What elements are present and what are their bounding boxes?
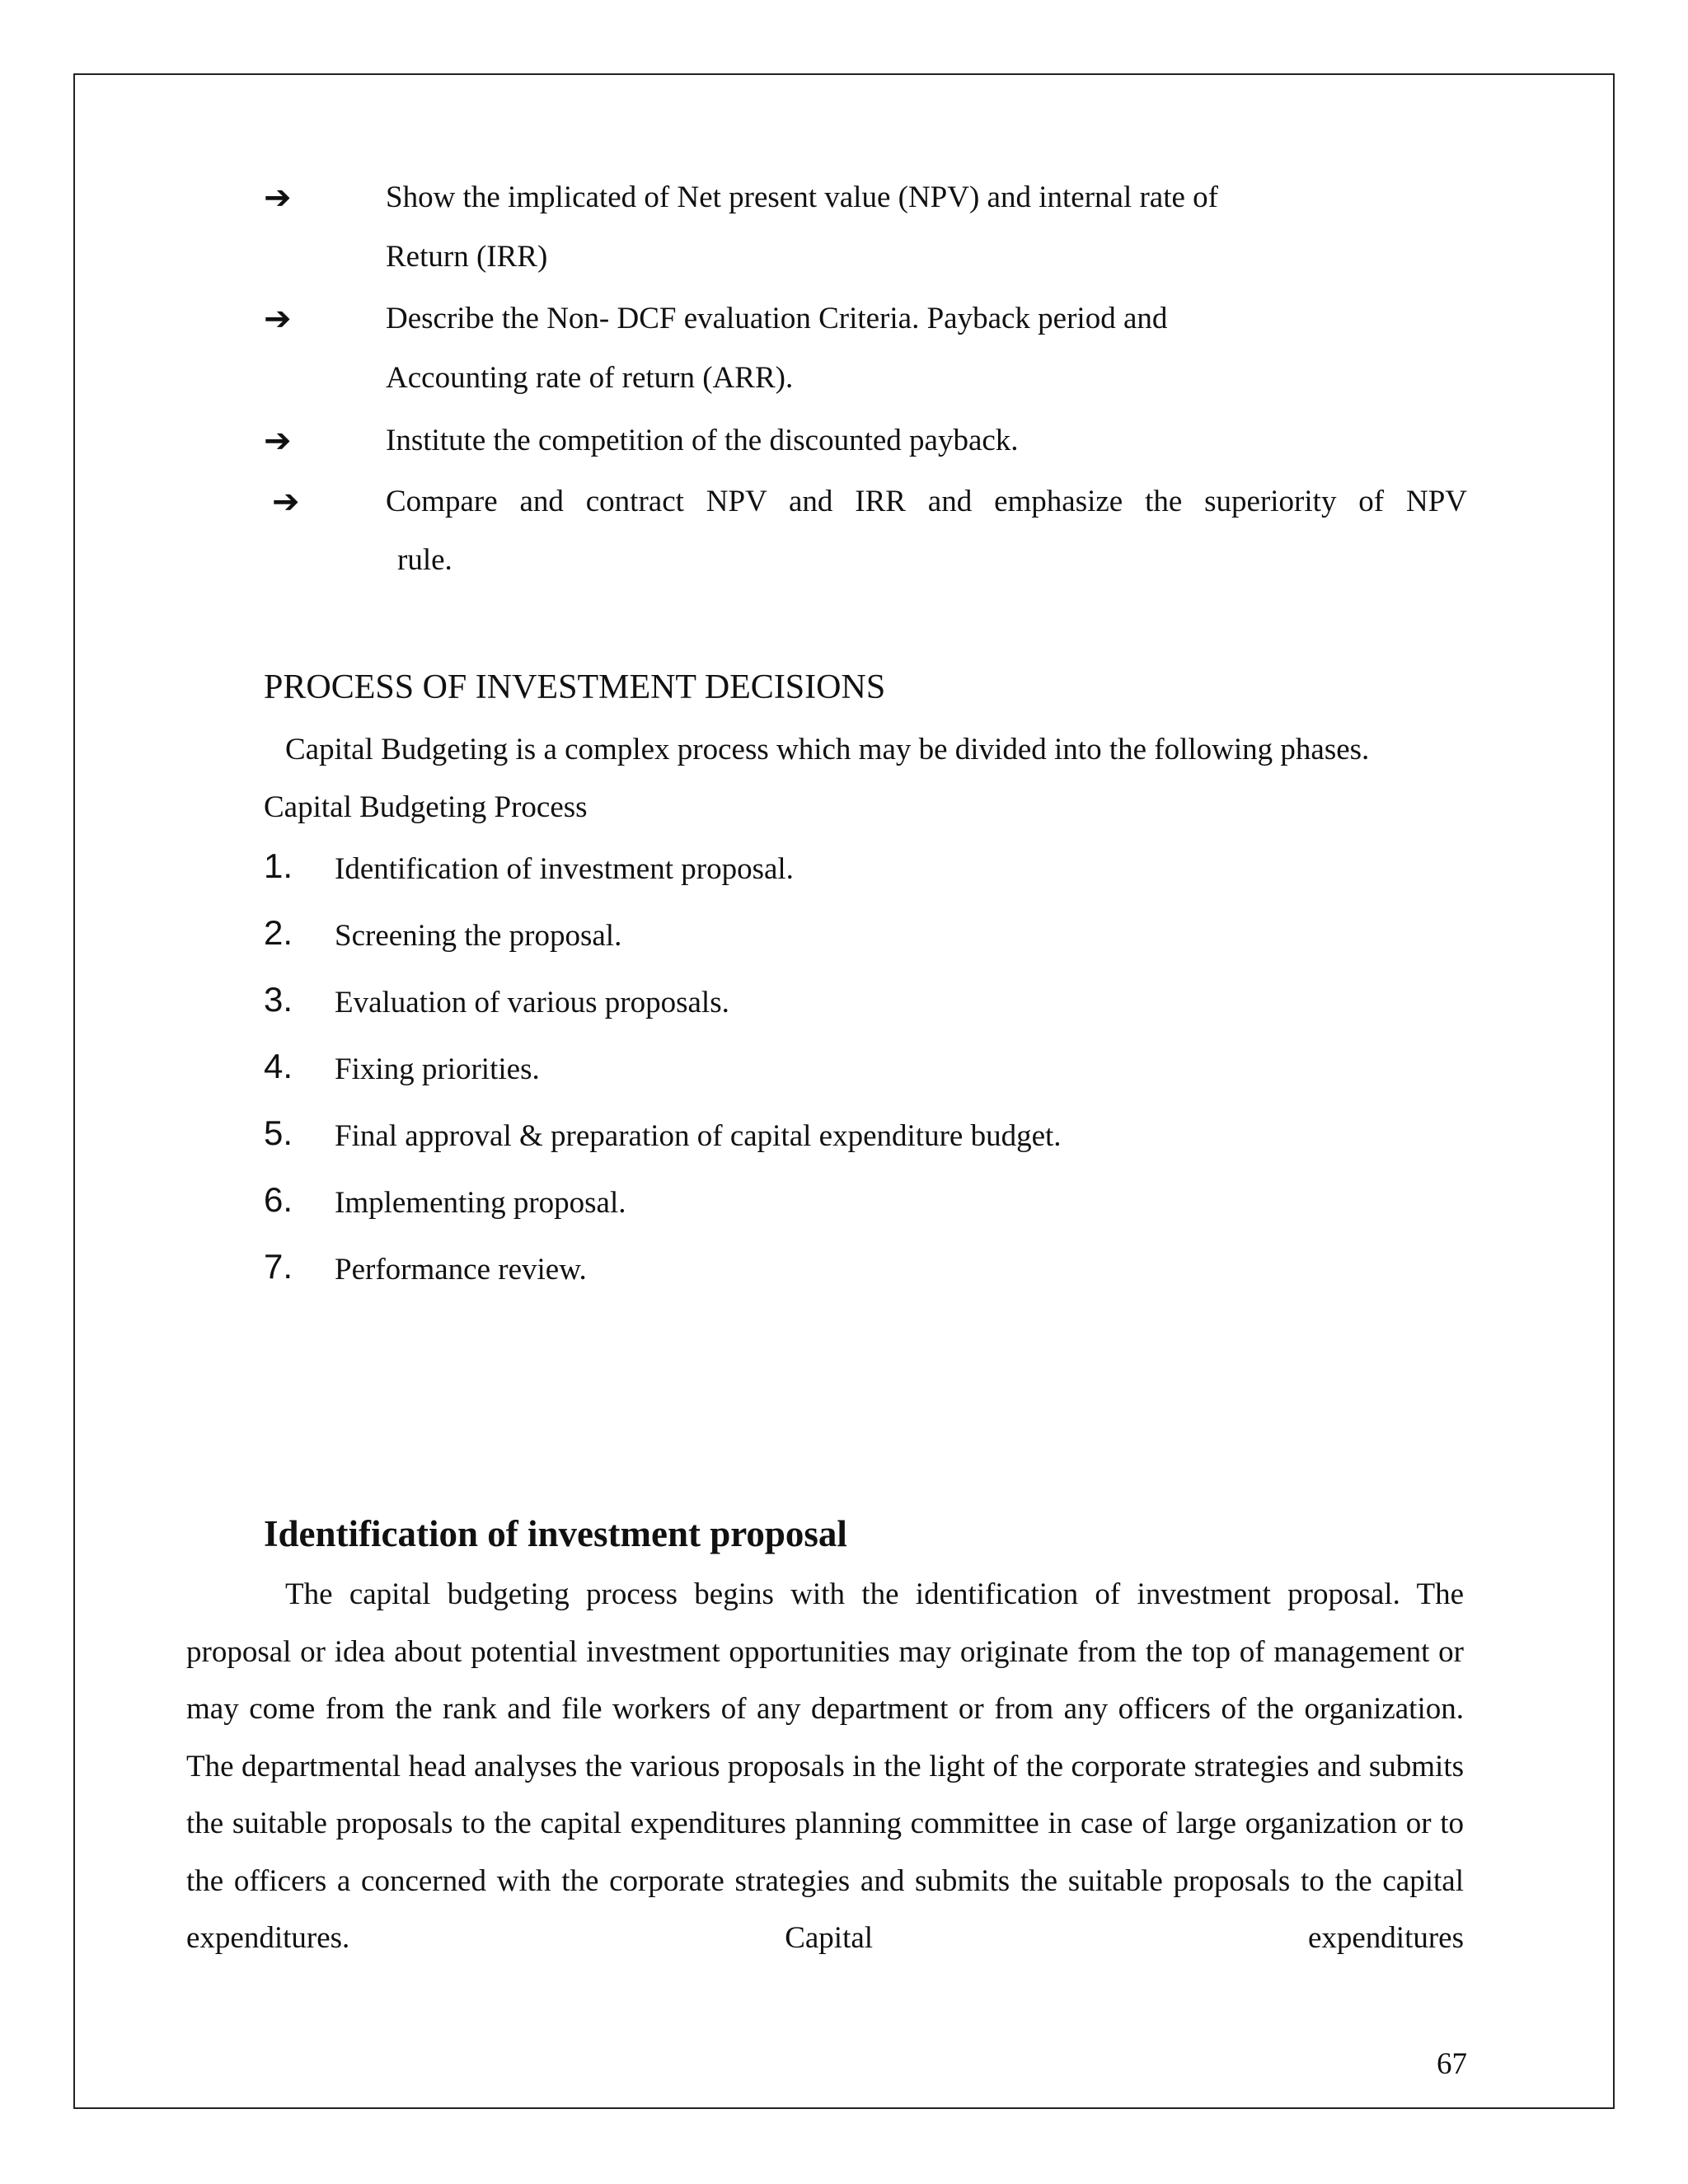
objective-text-continued: rule. bbox=[397, 543, 452, 577]
objective-text: Describe the Non- DCF evaluation Criteria. Payback period and bbox=[386, 302, 1168, 335]
section-heading: PROCESS OF INVESTMENT DECISIONS bbox=[264, 668, 886, 706]
body-paragraph: The capital budgeting process begins with the identification of investment proposal. The proposal or idea about potential investment opportunities may originate from the top of management or may come from the rank and file workers of any department or from any officers of the organization. The departmental head analyses the various proposals in the light of the corporate strategies and submits the suitable proposals to the capital expenditures planning committee in case of large organization or to the officers a concerned with the corporate strategies and submits the suitable proposals to the capital expenditures. Capital expenditures bbox=[186, 1577, 1464, 1955]
step-text: Implementing proposal. bbox=[335, 1186, 626, 1220]
step-text: Screening the proposal. bbox=[335, 919, 622, 953]
step-text: Identification of investment proposal. bbox=[335, 852, 794, 886]
step-number: 4. bbox=[264, 1047, 293, 1085]
objective-text: Compare and contract NPV and IRR and emphasize the superiority of NPV bbox=[386, 485, 1467, 518]
arrow-bullet-icon: ➔ bbox=[264, 300, 292, 338]
subheading: Capital Budgeting Process bbox=[264, 790, 588, 824]
bold-section-heading: Identification of investment proposal bbox=[264, 1513, 847, 1554]
arrow-bullet-icon: ➔ bbox=[264, 179, 292, 217]
step-number: 1. bbox=[264, 846, 293, 885]
step-text: Fixing priorities. bbox=[335, 1052, 540, 1086]
page-number: 67 bbox=[1437, 2047, 1467, 2081]
intro-text: Capital Budgeting is a complex process which may be divided into the following phases. bbox=[285, 733, 1370, 766]
step-text: Evaluation of various proposals. bbox=[335, 986, 729, 1019]
objective-text: Institute the competition of the discounted payback. bbox=[386, 424, 1019, 457]
objective-text-continued: Return (IRR) bbox=[386, 240, 548, 274]
objective-text-continued: Accounting rate of return (ARR). bbox=[386, 361, 794, 395]
step-number: 3. bbox=[264, 980, 293, 1019]
arrow-bullet-icon: ➔ bbox=[272, 483, 300, 521]
step-number: 2. bbox=[264, 913, 293, 952]
objective-text: Show the implicated of Net present value (NPV) and internal rate of bbox=[386, 180, 1218, 214]
step-number: 7. bbox=[264, 1247, 293, 1286]
step-text: Performance review. bbox=[335, 1253, 587, 1286]
arrow-bullet-icon: ➔ bbox=[264, 422, 292, 460]
step-text: Final approval & preparation of capital expenditure budget. bbox=[335, 1119, 1062, 1153]
step-number: 6. bbox=[264, 1180, 293, 1219]
step-number: 5. bbox=[264, 1113, 293, 1152]
